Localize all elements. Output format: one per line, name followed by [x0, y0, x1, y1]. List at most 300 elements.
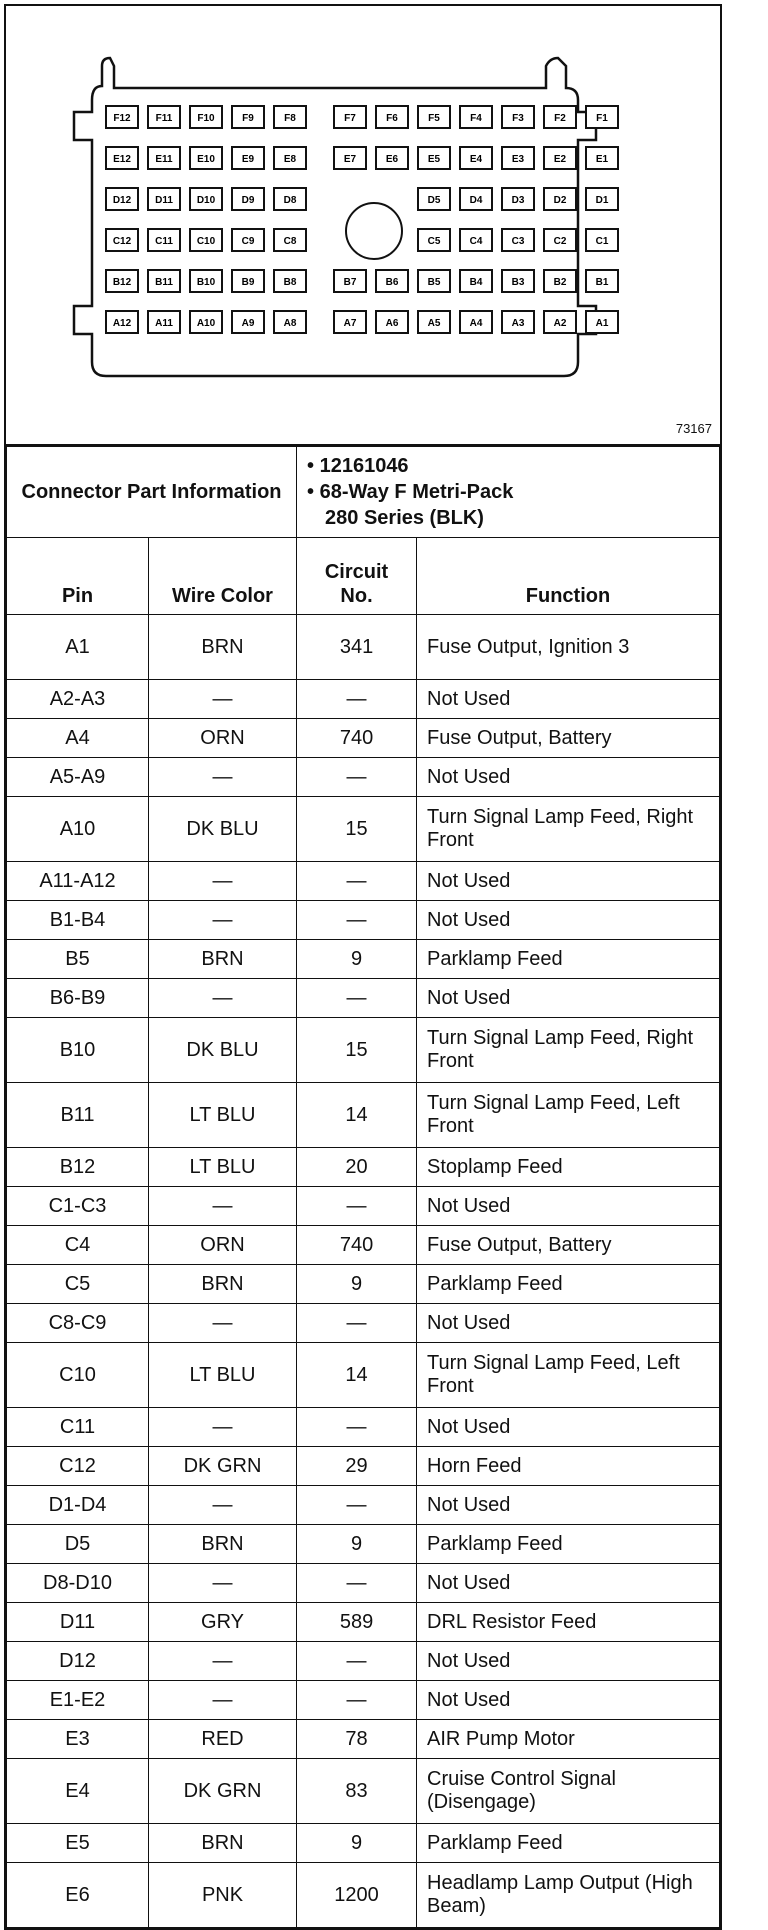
header-circuit-line2: No. [340, 585, 373, 607]
pin-cavity-e9 [232, 147, 264, 169]
table-row [7, 901, 720, 940]
cell-function: Not Used [417, 979, 720, 1018]
cell-function: Parklamp Feed [417, 1824, 720, 1863]
pin-label: C1 [595, 236, 609, 247]
cell-circuit: 740 [297, 719, 417, 758]
cell-circuit: 20 [297, 1148, 417, 1187]
pin-label: E7 [343, 154, 357, 165]
connector-face-drawing [6, 6, 720, 444]
table-row [7, 680, 720, 719]
cell-function: Fuse Output, Battery [417, 719, 720, 758]
pin-cavity-e12 [106, 147, 138, 169]
pinout-rows [7, 615, 720, 1928]
pin-cavity-e7 [334, 147, 366, 169]
pin-label: A6 [385, 318, 399, 329]
pin-label: F9 [242, 113, 254, 124]
cell-circuit: 15 [297, 1018, 417, 1083]
cell-function: Parklamp Feed [417, 1265, 720, 1304]
header-function: Function [417, 538, 720, 615]
cell-wire-color: — [149, 979, 297, 1018]
cell-circuit: 29 [297, 1447, 417, 1486]
pin-label: F3 [512, 113, 524, 124]
pin-cavity-a8 [274, 311, 306, 333]
cell-pin: B12 [7, 1148, 149, 1187]
cell-wire-color: ORN [149, 719, 297, 758]
pin-label: F12 [113, 113, 131, 124]
pin-cavity-e8 [274, 147, 306, 169]
table-row [7, 940, 720, 979]
pin-label: F8 [284, 113, 296, 124]
pin-label: C11 [155, 236, 173, 247]
pin-cavity-f1 [586, 106, 618, 128]
pin-label: E1 [595, 154, 609, 165]
pin-cavity-f12 [106, 106, 138, 128]
pin-label: C5 [427, 236, 441, 247]
cell-circuit: 15 [297, 797, 417, 862]
cell-circuit: — [297, 1304, 417, 1343]
pin-cavity-d9 [232, 188, 264, 210]
pin-label: B10 [196, 277, 216, 288]
cell-function: Not Used [417, 758, 720, 797]
cell-pin: B11 [7, 1083, 149, 1148]
pin-label: D2 [553, 195, 567, 206]
cell-circuit: 14 [297, 1343, 417, 1408]
cell-circuit: — [297, 1681, 417, 1720]
cell-pin: C4 [7, 1226, 149, 1265]
cell-wire-color: LT BLU [149, 1083, 297, 1148]
pin-cavity-b8 [274, 270, 306, 292]
pin-cavity-b7 [334, 270, 366, 292]
pin-label: F5 [428, 113, 440, 124]
pin-cavity-d3 [502, 188, 534, 210]
pin-cavity-d4 [460, 188, 492, 210]
cell-pin: E3 [7, 1720, 149, 1759]
cell-circuit: 9 [297, 1824, 417, 1863]
cell-wire-color: LT BLU [149, 1343, 297, 1408]
pin-label: D1 [595, 195, 609, 206]
cell-pin: B10 [7, 1018, 149, 1083]
cell-function: Turn Signal Lamp Feed, Left Front [417, 1083, 720, 1148]
pin-cavity-d2 [544, 188, 576, 210]
cell-circuit: — [297, 1564, 417, 1603]
table-row [7, 1564, 720, 1603]
pin-label: D9 [241, 195, 255, 206]
pin-label: E11 [155, 154, 173, 165]
pin-label: E8 [283, 154, 297, 165]
pin-label: F2 [554, 113, 566, 124]
cell-circuit: — [297, 1187, 417, 1226]
cell-circuit: — [297, 862, 417, 901]
header-wire-color: Wire Color [149, 538, 297, 615]
cell-pin: C8-C9 [7, 1304, 149, 1343]
cell-wire-color: GRY [149, 1603, 297, 1642]
table-row [7, 1447, 720, 1486]
pin-label: B4 [469, 277, 483, 288]
table-row [7, 758, 720, 797]
pin-cavity-a12 [106, 311, 138, 333]
cell-function: Cruise Control Signal (Disengage) [417, 1759, 720, 1824]
pin-label: F11 [155, 113, 173, 124]
cell-circuit: 9 [297, 1525, 417, 1564]
pin-cavity-d11 [148, 188, 180, 210]
table-row [7, 1863, 720, 1928]
table-row [7, 1408, 720, 1447]
cell-wire-color: — [149, 1681, 297, 1720]
cell-function: Not Used [417, 680, 720, 719]
cell-function: Not Used [417, 901, 720, 940]
pin-cavity-a5 [418, 311, 450, 333]
cell-circuit: — [297, 1642, 417, 1681]
cell-pin: C1-C3 [7, 1187, 149, 1226]
pin-label: C12 [112, 236, 132, 247]
connector-info-row [7, 447, 720, 538]
pin-label: A12 [112, 318, 132, 329]
cell-circuit: — [297, 1486, 417, 1525]
table-row [7, 615, 720, 680]
cell-pin: D8-D10 [7, 1564, 149, 1603]
cell-pin: E1-E2 [7, 1681, 149, 1720]
pin-label: E12 [113, 154, 131, 165]
header-pin: Pin [7, 538, 149, 615]
pin-cavity-c4 [460, 229, 492, 251]
cell-pin: D12 [7, 1642, 149, 1681]
pin-label: A1 [595, 318, 609, 329]
pin-cavity-c3 [502, 229, 534, 251]
pin-cavity-a2 [544, 311, 576, 333]
pin-cavity-d1 [586, 188, 618, 210]
table-row [7, 1304, 720, 1343]
pin-cavity-b6 [376, 270, 408, 292]
cell-function: DRL Resistor Feed [417, 1603, 720, 1642]
pin-cavity-a3 [502, 311, 534, 333]
pin-cavity-f11 [148, 106, 180, 128]
table-row [7, 1824, 720, 1863]
pin-label: D5 [427, 195, 441, 206]
pin-cavity-d10 [190, 188, 222, 210]
pin-cavity-e4 [460, 147, 492, 169]
pin-label: E6 [385, 154, 399, 165]
cell-pin: D11 [7, 1603, 149, 1642]
cell-circuit: — [297, 758, 417, 797]
cell-wire-color: — [149, 680, 297, 719]
pin-cavity-e1 [586, 147, 618, 169]
cell-wire-color: — [149, 1304, 297, 1343]
part-number: • 12161046 [307, 455, 409, 477]
connector-sheet [4, 4, 722, 1930]
cell-function: Fuse Output, Battery [417, 1226, 720, 1265]
pin-cavity-c10 [190, 229, 222, 251]
pin-cavity-d5 [418, 188, 450, 210]
pin-cavity-e6 [376, 147, 408, 169]
pin-cavity-c2 [544, 229, 576, 251]
cell-pin: A5-A9 [7, 758, 149, 797]
cell-function: Parklamp Feed [417, 1525, 720, 1564]
cell-pin: A1 [7, 615, 149, 680]
connector-info-value [297, 447, 720, 538]
pin-label: B5 [427, 277, 441, 288]
cell-wire-color: BRN [149, 1525, 297, 1564]
cell-wire-color: BRN [149, 1824, 297, 1863]
cell-circuit: 9 [297, 940, 417, 979]
pin-label: A5 [427, 318, 441, 329]
pin-label: A4 [469, 318, 483, 329]
pin-label: B3 [511, 277, 525, 288]
header-circuit [297, 538, 417, 615]
pin-label: C2 [553, 236, 567, 247]
cell-pin: B6-B9 [7, 979, 149, 1018]
pin-cavity-d8 [274, 188, 306, 210]
table-row [7, 1265, 720, 1304]
pin-label: D12 [112, 195, 132, 206]
pin-cavity-f9 [232, 106, 264, 128]
cell-function: AIR Pump Motor [417, 1720, 720, 1759]
pin-label: F10 [197, 113, 215, 124]
table-row [7, 1343, 720, 1408]
pin-label: F7 [344, 113, 356, 124]
cell-function: Not Used [417, 862, 720, 901]
figure-id: 73167 [675, 421, 712, 436]
cell-wire-color: — [149, 1187, 297, 1226]
cell-circuit: 9 [297, 1265, 417, 1304]
cell-function: Not Used [417, 1564, 720, 1603]
pin-cavity-a11 [148, 311, 180, 333]
table-row [7, 1083, 720, 1148]
pin-label: B8 [283, 277, 297, 288]
cell-function: Parklamp Feed [417, 940, 720, 979]
pin-cavity-f3 [502, 106, 534, 128]
cell-wire-color: — [149, 901, 297, 940]
table-row [7, 719, 720, 758]
pin-label: B6 [385, 277, 399, 288]
table-row [7, 1018, 720, 1083]
cell-wire-color: — [149, 862, 297, 901]
table-row [7, 1187, 720, 1226]
cell-pin: D5 [7, 1525, 149, 1564]
cell-wire-color: — [149, 1642, 297, 1681]
table-header-row [7, 538, 720, 615]
table-row [7, 797, 720, 862]
pin-cavity-f5 [418, 106, 450, 128]
cell-pin: A2-A3 [7, 680, 149, 719]
pin-cavity-e10 [190, 147, 222, 169]
table-row [7, 1525, 720, 1564]
pin-cavity-c9 [232, 229, 264, 251]
connector-series: 280 Series (BLK) [325, 507, 484, 529]
cell-wire-color: PNK [149, 1863, 297, 1928]
cell-function: Stoplamp Feed [417, 1148, 720, 1187]
pin-cavity-a4 [460, 311, 492, 333]
pin-label: C4 [469, 236, 483, 247]
cell-function: Not Used [417, 1408, 720, 1447]
cell-wire-color: — [149, 1408, 297, 1447]
pin-cavity-a9 [232, 311, 264, 333]
pin-label: D4 [469, 195, 483, 206]
pin-label: B2 [553, 277, 567, 288]
pin-cavity-b2 [544, 270, 576, 292]
cell-circuit: — [297, 979, 417, 1018]
pin-label: C9 [241, 236, 255, 247]
pin-label: A11 [155, 318, 173, 329]
cell-pin: A10 [7, 797, 149, 862]
cell-pin: C5 [7, 1265, 149, 1304]
cell-circuit: 78 [297, 1720, 417, 1759]
pin-cavity-d12 [106, 188, 138, 210]
pin-cavity-e11 [148, 147, 180, 169]
cell-function: Turn Signal Lamp Feed, Right Front [417, 1018, 720, 1083]
table-row [7, 1226, 720, 1265]
pin-cavity-f4 [460, 106, 492, 128]
pin-cavity-c8 [274, 229, 306, 251]
pin-label: F6 [386, 113, 398, 124]
pin-label: E3 [511, 154, 525, 165]
cell-pin: D1-D4 [7, 1486, 149, 1525]
pin-cavity-f7 [334, 106, 366, 128]
table-row [7, 1603, 720, 1642]
header-circuit-line1: Circuit [324, 561, 389, 583]
cell-wire-color: DK BLU [149, 1018, 297, 1083]
cell-circuit: 83 [297, 1759, 417, 1824]
cell-wire-color: DK GRN [149, 1447, 297, 1486]
pin-label: E2 [553, 154, 567, 165]
cell-wire-color: — [149, 1486, 297, 1525]
pin-cavity-e2 [544, 147, 576, 169]
pin-cavity-c1 [586, 229, 618, 251]
pin-label: B1 [595, 277, 609, 288]
cell-circuit: — [297, 901, 417, 940]
pin-cavity-a1 [586, 311, 618, 333]
pin-label: D8 [283, 195, 297, 206]
cell-wire-color: DK GRN [149, 1759, 297, 1824]
cell-wire-color: BRN [149, 1265, 297, 1304]
pin-label: B7 [343, 277, 357, 288]
pin-label: E10 [197, 154, 215, 165]
cell-pin: B5 [7, 940, 149, 979]
pin-label: D3 [511, 195, 525, 206]
cell-wire-color: — [149, 758, 297, 797]
cell-circuit: 341 [297, 615, 417, 680]
pin-label: B11 [155, 277, 173, 288]
table-row [7, 1720, 720, 1759]
pin-label: E5 [427, 154, 441, 165]
pin-cavity-b1 [586, 270, 618, 292]
pin-label: B9 [241, 277, 255, 288]
pin-cavity-a6 [376, 311, 408, 333]
cell-pin: C11 [7, 1408, 149, 1447]
cell-wire-color: DK BLU [149, 797, 297, 862]
pin-cavity-b3 [502, 270, 534, 292]
cell-pin: A4 [7, 719, 149, 758]
cell-function: Not Used [417, 1486, 720, 1525]
cell-function: Headlamp Lamp Output (High Beam) [417, 1863, 720, 1928]
pin-label: C3 [511, 236, 525, 247]
cell-pin: C12 [7, 1447, 149, 1486]
cell-circuit: 14 [297, 1083, 417, 1148]
pin-cavity-b12 [106, 270, 138, 292]
table-row [7, 1681, 720, 1720]
connector-type: • 68-Way F Metri-Pack [307, 481, 514, 503]
pin-cavity-b10 [190, 270, 222, 292]
cell-circuit: — [297, 1408, 417, 1447]
cell-function: Turn Signal Lamp Feed, Right Front [417, 797, 720, 862]
cell-wire-color: BRN [149, 615, 297, 680]
pin-label: F4 [470, 113, 482, 124]
cell-circuit: 589 [297, 1603, 417, 1642]
pin-label: F1 [596, 113, 608, 124]
pin-cavity-f10 [190, 106, 222, 128]
cell-function: Not Used [417, 1681, 720, 1720]
cell-wire-color: BRN [149, 940, 297, 979]
pin-cavity-f8 [274, 106, 306, 128]
pin-cavity-e3 [502, 147, 534, 169]
pin-label: E4 [469, 154, 483, 165]
pin-cavity-f6 [376, 106, 408, 128]
cell-circuit: 1200 [297, 1863, 417, 1928]
pin-cavity-b9 [232, 270, 264, 292]
table-row [7, 979, 720, 1018]
cell-pin: B1-B4 [7, 901, 149, 940]
cell-function: Not Used [417, 1642, 720, 1681]
cell-wire-color: ORN [149, 1226, 297, 1265]
table-row [7, 1642, 720, 1681]
pin-label: A10 [196, 318, 216, 329]
table-row [7, 1486, 720, 1525]
pin-cavity-b11 [148, 270, 180, 292]
pin-cavity-e5 [418, 147, 450, 169]
cell-circuit: 740 [297, 1226, 417, 1265]
cell-pin: E6 [7, 1863, 149, 1928]
cell-pin: E5 [7, 1824, 149, 1863]
cell-function: Fuse Output, Ignition 3 [417, 615, 720, 680]
table-row [7, 1148, 720, 1187]
connector-info-label: Connector Part Information [7, 447, 297, 538]
pin-label: B12 [112, 277, 132, 288]
cell-circuit: — [297, 680, 417, 719]
pin-label: D10 [196, 195, 216, 206]
cell-wire-color: — [149, 1564, 297, 1603]
pin-label: D11 [155, 195, 173, 206]
pin-cavity-a10 [190, 311, 222, 333]
cell-pin: E4 [7, 1759, 149, 1824]
cell-pin: A11-A12 [7, 862, 149, 901]
pin-cavity-f2 [544, 106, 576, 128]
cell-function: Turn Signal Lamp Feed, Left Front [417, 1343, 720, 1408]
pin-label: A7 [343, 318, 357, 329]
pin-cavity-c12 [106, 229, 138, 251]
pin-label: E9 [241, 154, 255, 165]
cell-function: Horn Feed [417, 1447, 720, 1486]
pin-label: A3 [511, 318, 525, 329]
cell-wire-color: LT BLU [149, 1148, 297, 1187]
table-row [7, 862, 720, 901]
pin-label: A2 [553, 318, 567, 329]
pin-cavity-c11 [148, 229, 180, 251]
pin-cavity-c5 [418, 229, 450, 251]
table-row [7, 1759, 720, 1824]
pin-label: C8 [283, 236, 297, 247]
pin-cavity-b4 [460, 270, 492, 292]
pin-cavity-b5 [418, 270, 450, 292]
cell-pin: C10 [7, 1343, 149, 1408]
pin-label: C10 [196, 236, 216, 247]
pin-label: A9 [241, 318, 255, 329]
pin-cavity-a7 [334, 311, 366, 333]
cell-function: Not Used [417, 1304, 720, 1343]
cell-function: Not Used [417, 1187, 720, 1226]
cell-wire-color: RED [149, 1720, 297, 1759]
connector-face-diagram [6, 6, 720, 446]
pin-label: A8 [283, 318, 297, 329]
pinout-table [6, 446, 720, 1928]
